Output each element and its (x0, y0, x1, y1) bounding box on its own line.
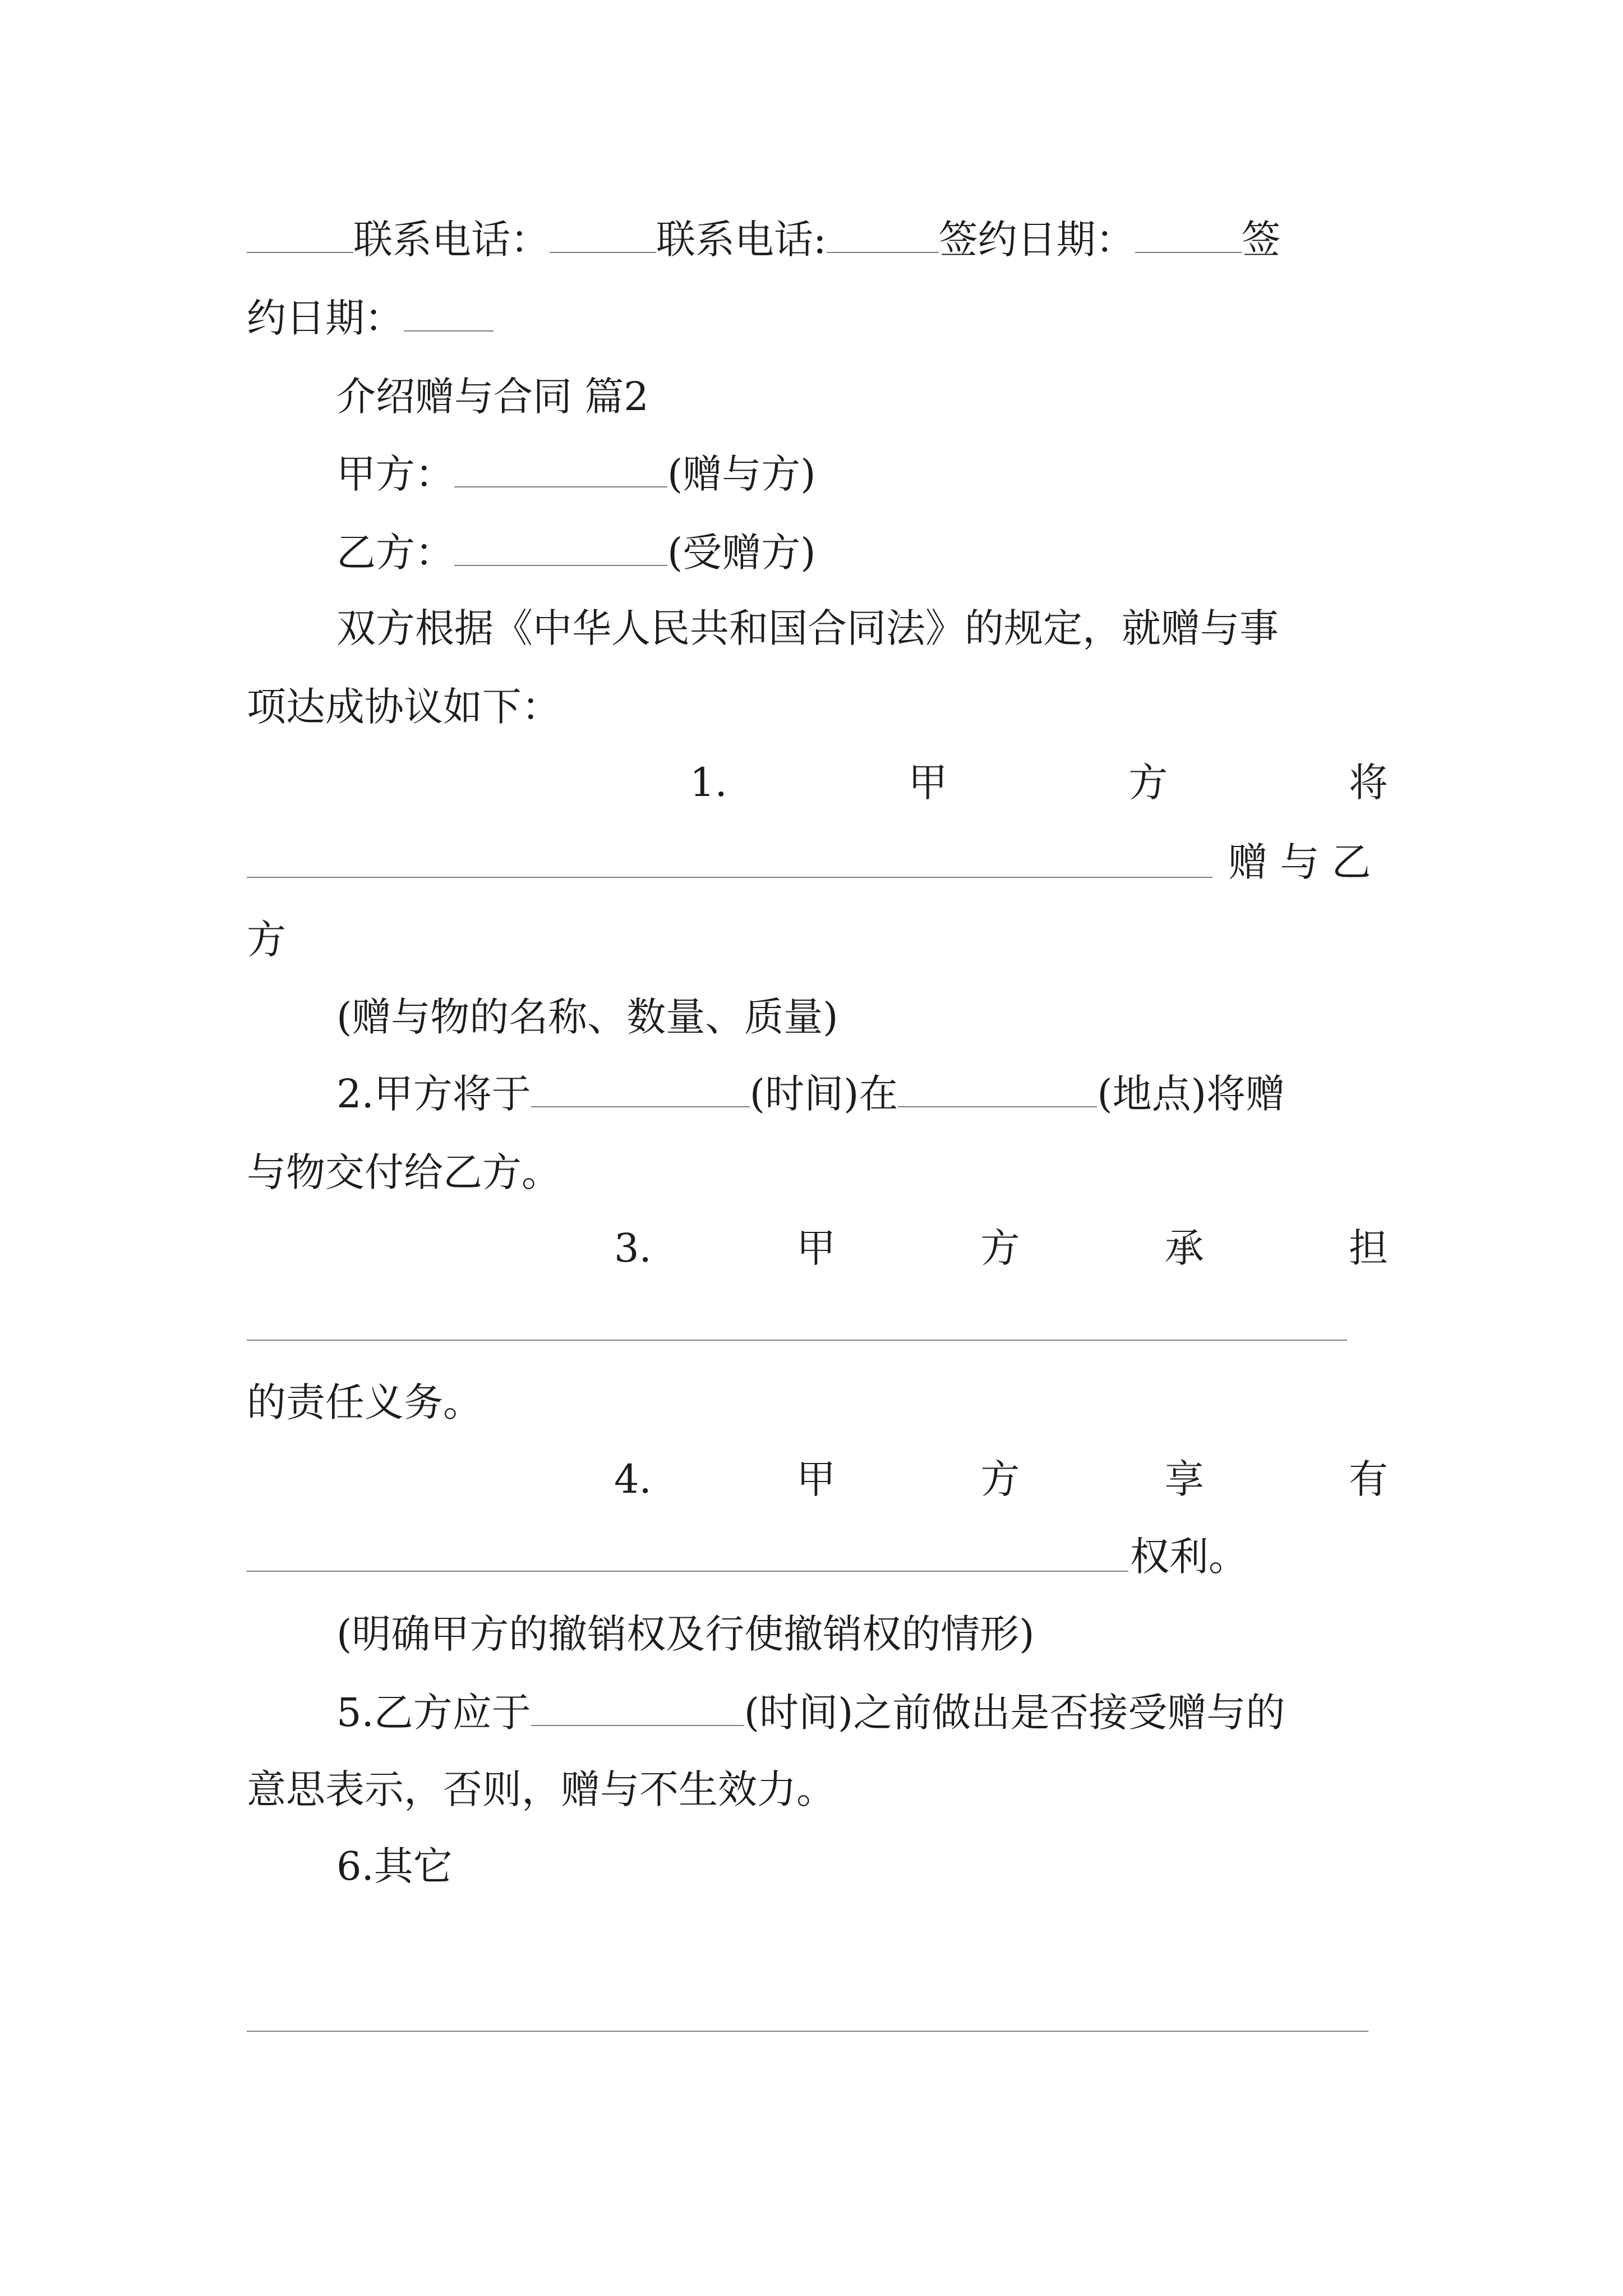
party-a-role: (赠与方) (667, 451, 816, 497)
blank-line (550, 217, 656, 253)
clause-2-text: (地点)将赠 (1097, 1071, 1285, 1117)
blank-line (247, 217, 353, 253)
clause-1-line-3: 方 (247, 917, 286, 963)
clause-4-word: 享 (1164, 1456, 1204, 1502)
clause-3-word: 3. (614, 1225, 652, 1271)
clause-4-word: 4. (614, 1456, 652, 1502)
clause-5-line-2: 意思表示，否则，赠与不生效力。 (247, 1766, 836, 1812)
clause-4-line-2-tail: 权利。 (1130, 1534, 1248, 1580)
clause-1-blank-rule (247, 877, 1212, 878)
preamble-line-1: 双方根据《中华人民共和国合同法》的规定，就赠与事 (336, 605, 1279, 651)
clause-4-line-1 (614, 1454, 1388, 1504)
clause-2-text: 2.甲方将于 (336, 1071, 531, 1117)
party-b-label: 乙方： (336, 530, 454, 576)
clause-1-word: 方 (1128, 760, 1168, 806)
party-b-line (336, 527, 816, 578)
clause-3-word: 甲 (796, 1225, 836, 1271)
clause-1-line-2-tail: 赠 与 乙 (1228, 839, 1371, 885)
contact-line-1 (247, 214, 1281, 265)
sign-date-label: 签约日期： (938, 217, 1135, 263)
blank-line (454, 530, 667, 566)
clause-3-line-3: 的责任义务。 (247, 1379, 482, 1425)
clause-3-word: 方 (980, 1225, 1020, 1271)
blank-line (531, 1071, 750, 1107)
clause-4-word: 甲 (796, 1456, 836, 1502)
section-title: 介绍赠与合同 篇2 (336, 374, 649, 420)
party-b-role: (受赠方) (667, 530, 816, 576)
clause-1-word: 甲 (908, 760, 948, 806)
blank-line (827, 217, 939, 253)
clause-1-word: 将 (1349, 760, 1388, 806)
clause-5-text: 5.乙方应于 (336, 1690, 531, 1736)
clause-6-line: 6.其它 (336, 1843, 453, 1889)
clause-2-text: (时间)在 (749, 1071, 898, 1117)
blank-line (898, 1071, 1097, 1107)
contact-phone-label: 联系电话： (353, 217, 550, 263)
clause-1-word: 1. (690, 760, 727, 806)
blank-line (404, 296, 494, 332)
sign-date-label-start: 签 (1241, 217, 1281, 263)
clause-3-word: 担 (1348, 1225, 1388, 1271)
sign-date-label-end: 约日期： (247, 295, 404, 341)
contact-phone-label: 联系电话: (656, 217, 827, 263)
clause-1-line-1 (690, 757, 1388, 808)
blank-line (454, 452, 667, 487)
clause-4-word: 方 (980, 1456, 1020, 1502)
contact-line-2 (247, 293, 494, 343)
clause-2-line-2: 与物交付给乙方。 (247, 1149, 561, 1195)
clause-5-line-1 (336, 1687, 1285, 1738)
clause-1-note: (赠与物的名称、数量、质量) (336, 994, 838, 1040)
blank-line (531, 1690, 744, 1726)
clause-4-note: (明确甲方的撤销权及行使撤销权的情形) (336, 1611, 1035, 1657)
clause-4-word: 有 (1348, 1456, 1388, 1502)
blank-line (1135, 217, 1242, 253)
party-a-line (336, 449, 816, 499)
clause-3-line-1 (614, 1223, 1388, 1273)
clause-2-line-1 (336, 1069, 1285, 1119)
party-a-label: 甲方： (336, 451, 454, 497)
clause-3-word: 承 (1164, 1225, 1204, 1271)
preamble-line-2: 项达成协议如下： (247, 684, 561, 730)
clause-5-text: (时间)之前做出是否接受赠与的 (744, 1690, 1285, 1736)
clause-3-blank-rule (247, 1340, 1347, 1341)
clause-6-blank-rule (247, 2031, 1368, 2032)
clause-4-blank-rule (247, 1571, 1128, 1572)
